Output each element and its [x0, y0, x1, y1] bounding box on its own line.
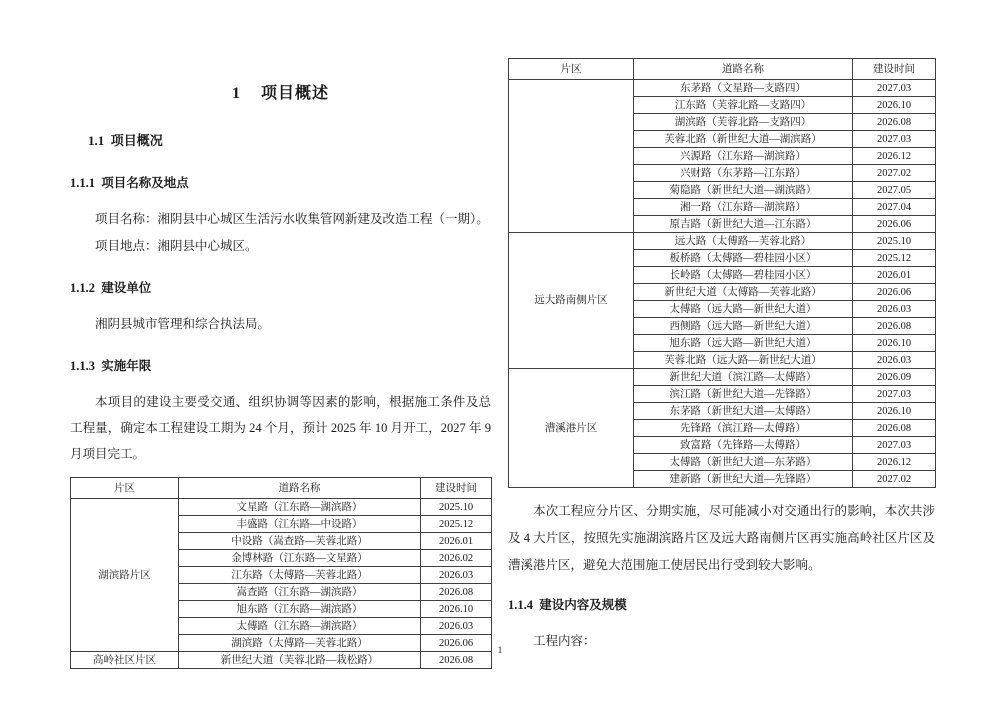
road-name-cell: 西侧路（远大路—新世纪大道）	[634, 318, 853, 335]
implementation-period-paragraph: 本项目的建设主要受交通、组织协调等因素的影响，根据施工条件及总工程量，确定本工程建设工期为 24 个月，预计 2025 年 10 月开工，2027 年 9 月项目完工。	[70, 395, 491, 461]
build-time-cell: 2027.04	[853, 199, 936, 216]
column-header: 片区	[71, 478, 179, 499]
build-time-cell: 2025.10	[853, 233, 936, 250]
project-name-paragraph: 项目名称：湘阴县中心城区生活污水收集管网新建及改造工程（一期）。	[95, 212, 489, 226]
road-name-cell: 新世纪大道（芙蓉北路—栽松路）	[179, 652, 421, 669]
road-name-cell: 丰盛路（江东路—中设路）	[179, 516, 421, 533]
road-name-cell: 菊隐路（新世纪大道—湖滨路）	[634, 182, 853, 199]
road-name-cell: 太傅路（江东路—湖滨路）	[179, 618, 421, 635]
column-header: 道路名称	[179, 478, 421, 499]
chapter-title: 1 项目概述	[231, 85, 329, 102]
district-cell: 湖滨路片区	[71, 499, 179, 652]
road-name-cell: 嵩查路（江东路—湖滨路）	[179, 584, 421, 601]
road-name-cell: 金博林路（江东路—文星路）	[179, 550, 421, 567]
build-time-cell: 2026.10	[421, 601, 492, 618]
road-name-cell: 湖滨路（太傅路—芙蓉北路）	[179, 635, 421, 652]
section-1-1-3-heading: 1.1.3 实施年限	[70, 359, 152, 373]
column-header: 建设时间	[853, 59, 936, 80]
road-name-cell: 兴财路（东茅路—江东路）	[634, 165, 853, 182]
district-cell	[509, 80, 634, 233]
build-time-cell: 2026.03	[853, 301, 936, 318]
district-cell: 漕溪港片区	[509, 369, 634, 488]
build-time-cell: 2026.08	[853, 420, 936, 437]
road-name-cell: 新世纪大道（太傅路—芙蓉北路）	[634, 284, 853, 301]
section-1-1-2-heading: 1.1.2 建设单位	[70, 281, 152, 295]
build-time-cell: 2026.12	[853, 454, 936, 471]
build-time-cell: 2026.10	[853, 335, 936, 352]
column-header: 道路名称	[634, 59, 853, 80]
build-time-cell: 2027.03	[853, 437, 936, 454]
column-header: 建设时间	[421, 478, 492, 499]
right-column	[508, 58, 935, 655]
road-name-cell: 江东路（太傅路—芙蓉北路）	[179, 567, 421, 584]
build-time-cell: 2026.08	[853, 114, 936, 131]
build-time-cell: 2026.12	[853, 148, 936, 165]
road-name-cell: 长岭路（太傅路—碧桂园小区）	[634, 267, 853, 284]
construction-unit-paragraph: 湘阴县城市管理和综合执法局。	[95, 317, 271, 331]
road-name-cell: 东茅路（新世纪大道—太傅路）	[634, 403, 853, 420]
left-column	[70, 80, 491, 669]
build-time-cell: 2026.10	[853, 403, 936, 420]
project-location-paragraph: 项目地点：湘阴县中心城区。	[95, 239, 258, 253]
road-name-cell: 旭东路（江东路—湖滨路）	[179, 601, 421, 618]
road-name-cell: 湘一路（江东路—湖滨路）	[634, 199, 853, 216]
build-time-cell: 2027.03	[853, 386, 936, 403]
build-time-cell: 2026.01	[853, 267, 936, 284]
road-name-cell: 先锋路（滨江路—太傅路）	[634, 420, 853, 437]
build-time-cell: 2025.12	[853, 250, 936, 267]
road-name-cell: 中设路（嵩查路—芙蓉北路）	[179, 533, 421, 550]
road-name-cell: 新世纪大道（滨江路—太傅路）	[634, 369, 853, 386]
build-time-cell: 2026.10	[853, 97, 936, 114]
section-1-1-heading: 1.1 项目概况	[88, 133, 163, 148]
road-name-cell: 建新路（新世纪大道—先锋路）	[634, 471, 853, 488]
road-name-cell: 湖滨路（芙蓉北路—支路四）	[634, 114, 853, 131]
road-name-cell: 兴源路（江东路—湖滨路）	[634, 148, 853, 165]
road-name-cell: 芙蓉北路（新世纪大道—湖滨路）	[634, 131, 853, 148]
build-time-cell: 2026.03	[421, 567, 492, 584]
road-name-cell: 江东路（芙蓉北路—支路四）	[634, 97, 853, 114]
table-row	[509, 369, 936, 386]
build-time-cell: 2027.03	[853, 131, 936, 148]
road-name-cell: 芙蓉北路（远大路—新世纪大道）	[634, 352, 853, 369]
column-header: 片区	[509, 59, 634, 80]
build-time-cell: 2026.08	[853, 318, 936, 335]
district-cell: 高岭社区片区	[71, 652, 179, 669]
section-1-1-1-heading: 1.1.1 项目名称及地点	[70, 176, 189, 190]
road-name-cell: 板桥路（太傅路—碧桂园小区）	[634, 250, 853, 267]
road-name-cell: 旭东路（远大路—新世纪大道）	[634, 335, 853, 352]
build-time-cell: 2026.06	[421, 635, 492, 652]
road-schedule-table-left	[70, 477, 492, 669]
road-name-cell: 东茅路（文星路—支路四）	[634, 80, 853, 97]
road-name-cell: 致富路（先锋路—太傅路）	[634, 437, 853, 454]
road-name-cell: 太傅路（新世纪大道—东茅路）	[634, 454, 853, 471]
work-content-paragraph: 工程内容：	[533, 634, 596, 648]
build-time-cell: 2026.03	[421, 618, 492, 635]
build-time-cell: 2026.08	[421, 584, 492, 601]
build-time-cell: 2027.05	[853, 182, 936, 199]
table-row	[71, 499, 492, 516]
build-time-cell: 2026.03	[853, 352, 936, 369]
build-time-cell: 2026.01	[421, 533, 492, 550]
road-name-cell: 太傅路（远大路—新世纪大道）	[634, 301, 853, 318]
table-row	[509, 233, 936, 250]
road-name-cell: 远大路（太傅路—芙蓉北路）	[634, 233, 853, 250]
build-time-cell: 2026.02	[421, 550, 492, 567]
road-schedule-table-right	[508, 58, 936, 488]
build-time-cell: 2026.09	[853, 369, 936, 386]
build-time-cell: 2026.06	[853, 216, 936, 233]
build-time-cell: 2025.12	[421, 516, 492, 533]
table-header-row	[71, 478, 492, 499]
table-header-row	[509, 59, 936, 80]
build-time-cell: 2027.02	[853, 471, 936, 488]
district-cell: 远大路南侧片区	[509, 233, 634, 369]
build-time-cell: 2027.02	[853, 165, 936, 182]
section-1-1-4-heading: 1.1.4 建设内容及规模	[508, 598, 627, 612]
build-time-cell: 2025.10	[421, 499, 492, 516]
build-time-cell: 2027.03	[853, 80, 936, 97]
road-name-cell: 滨江路（新世纪大道—先锋路）	[634, 386, 853, 403]
phasing-paragraph: 本次工程应分片区、分期实施，尽可能减小对交通出行的影响，本次共涉及 4 大片区，按照先实施湖滨路片区及远大路南侧片区再实施高岭社区片区及漕溪港片区，避免大范围施工使居民出行受到较大影响。	[508, 504, 935, 572]
page-number: 1	[497, 646, 503, 656]
road-name-cell: 文星路（江东路—湖滨路）	[179, 499, 421, 516]
road-name-cell: 原吉路（新世纪大道—江东路）	[634, 216, 853, 233]
build-time-cell: 2026.06	[853, 284, 936, 301]
table-row	[509, 80, 936, 97]
build-time-cell: 2026.08	[421, 652, 492, 669]
